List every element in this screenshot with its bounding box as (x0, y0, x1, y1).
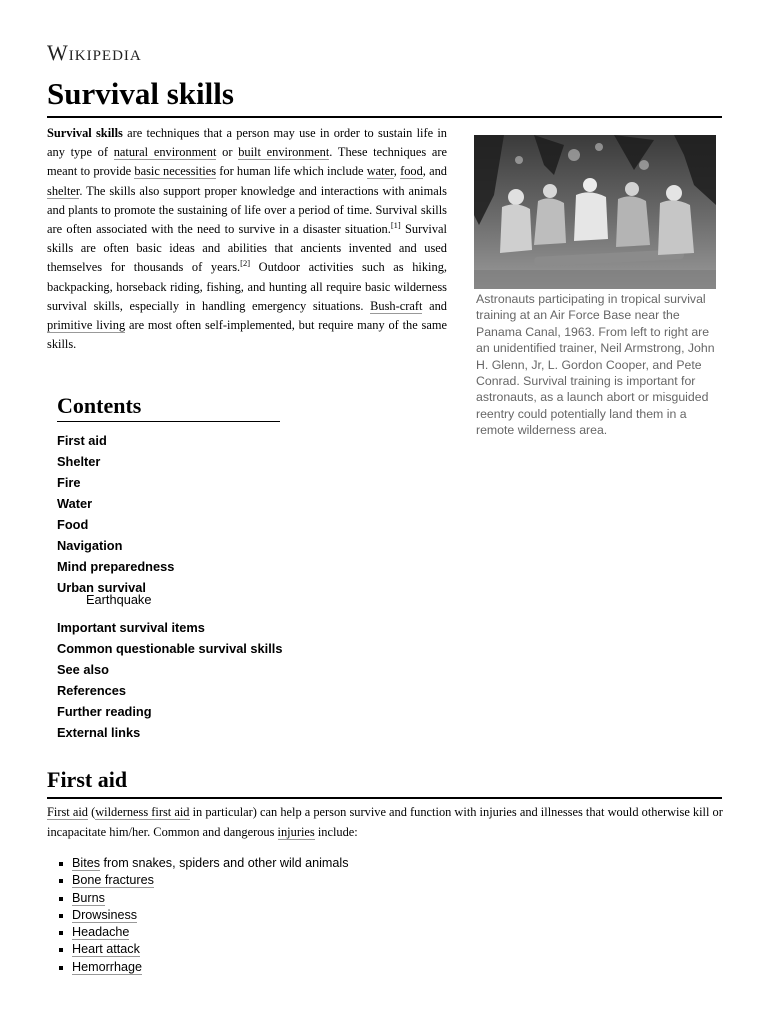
intro-text: Survival skills are often basic ideas and abilities that ancients invented and used themselves for thousands of years. (47, 222, 447, 275)
caption-text: Astronauts participating in tropical survival training at an (476, 292, 706, 323)
first-aid-paragraph (47, 803, 727, 842)
link-drowsiness[interactable]: Drowsiness (72, 907, 138, 922)
toc-subitem-earthquake[interactable]: Earthquake (86, 592, 152, 607)
intro-text: , and (422, 164, 447, 179)
ref-2[interactable]: [2] (240, 258, 251, 269)
link-natural-environment[interactable]: natural environment (113, 145, 217, 160)
toc-item-shelter[interactable]: Shelter (57, 454, 101, 469)
link-shelter[interactable]: shelter (47, 183, 80, 198)
link-injuries[interactable]: injuries (277, 824, 315, 839)
toc-item-important-survival-items[interactable]: Important survival items (57, 620, 205, 635)
intro-text: are most often self-implemented, but require many of the same skills. (47, 318, 447, 352)
link-built-environment[interactable]: built environment (238, 145, 330, 160)
toc-item-references[interactable]: References (57, 683, 127, 698)
intro-text: for human life which include (216, 164, 367, 179)
link-food[interactable]: food (400, 164, 423, 179)
toc-item-further-reading[interactable]: Further reading (57, 704, 152, 719)
link-bites[interactable]: Bites (72, 856, 100, 870)
toc-item-first-aid[interactable]: First aid (57, 433, 107, 448)
link-john-glenn[interactable]: John H. Glenn, Jr (476, 341, 715, 372)
link-burns[interactable]: Burns (72, 890, 105, 905)
intro-paragraph (47, 124, 447, 354)
toc-item-water[interactable]: Water (57, 496, 93, 511)
toc-item-mind-preparedness[interactable]: Mind preparedness (57, 559, 175, 574)
list-item (72, 890, 349, 907)
link-bone-fractures[interactable]: Bone fractures (72, 873, 154, 888)
link-headache[interactable]: Headache (72, 925, 130, 940)
caption-text: , 1963. From left to right are an unidentified trainer, (476, 324, 710, 356)
link-hemorrhage[interactable]: Hemorrhage (72, 959, 142, 974)
link-primitive-living[interactable]: primitive living (47, 318, 126, 333)
link-panama-canal[interactable]: Panama Canal (476, 324, 558, 339)
caption-text: , and (645, 357, 677, 372)
figure-caption (476, 291, 717, 439)
figure (474, 135, 717, 439)
toc-item-external-links[interactable]: External links (57, 725, 141, 740)
first-aid-text: include: (314, 824, 358, 839)
caption-text: , (681, 341, 688, 356)
list-item (72, 872, 349, 889)
link-heart-attack[interactable]: Heart attack (72, 942, 140, 957)
intro-text: or (216, 145, 239, 160)
list-item (72, 855, 349, 872)
section-heading-first-aid: First aid (47, 766, 722, 799)
intro-text: Outdoor activities such as hiking, backpacking, horseback riding, fishing, and hunting all require basic wilderness survival skills, especially in handling emergency situations. (47, 260, 447, 313)
table-of-contents (57, 393, 317, 743)
intro-text: , (393, 164, 401, 179)
toc-item-common-questionable-skills[interactable]: Common questionable survival skills (57, 641, 283, 656)
lead-term: Survival skills (47, 126, 123, 140)
wikipedia-wordmark[interactable]: Wikipedia (47, 40, 142, 65)
link-gordon-cooper[interactable]: L. Gordon Cooper (547, 357, 646, 372)
ref-1[interactable]: [1] (390, 219, 401, 230)
intro-text: and (422, 298, 447, 313)
caption-text: . Survival training is important for astronauts, as a launch abort or misguided reentry could potentially land them in a remote wilderness area. (476, 374, 709, 438)
injury-list (72, 855, 349, 976)
link-wilderness-first-aid[interactable]: wilderness first aid (95, 805, 190, 819)
toc-item-food[interactable]: Food (57, 517, 89, 532)
link-pete-conrad[interactable]: Pete Conrad (476, 357, 702, 389)
link-air-force-base[interactable]: Air Force Base (549, 308, 632, 323)
link-neil-armstrong[interactable]: Neil Armstrong (600, 341, 682, 356)
intro-text: . The skills also support proper knowledge and interactions with animals and plants to promote the sustaining of life over a period of time. Survival skills are often associated with the need to survive in a disaster situation. (47, 183, 447, 237)
toc-title: Contents (57, 393, 280, 422)
first-aid-text: in particular) can help a person survive and function with injuries and illnesses that would otherwise kill or incapacitate him/her. Common and dangerous (47, 805, 723, 839)
toc-item-see-also[interactable]: See also (57, 662, 109, 677)
toc-item-navigation[interactable]: Navigation (57, 538, 123, 553)
caption-text: , (540, 357, 548, 372)
first-aid-text: ( (87, 805, 96, 819)
list-item (72, 959, 349, 976)
toc-item-urban-survival[interactable]: Urban survival (57, 580, 146, 595)
toc-item-fire[interactable]: Fire (57, 475, 81, 490)
link-bushcraft[interactable]: Bush-craft (370, 298, 423, 313)
link-water[interactable]: water (366, 164, 394, 179)
link-first-aid[interactable]: First aid (47, 805, 88, 819)
intro-text: are techniques that a person may use in order to sustain life in any type of (47, 126, 447, 160)
list-item (72, 907, 349, 924)
intro-text: . These techniques are meant to provide (47, 145, 447, 179)
caption-text: near the (631, 308, 680, 323)
astronauts-photo[interactable] (474, 135, 716, 289)
link-basic-necessities[interactable]: basic necessities (134, 164, 217, 179)
list-item (72, 941, 349, 958)
list-item (72, 924, 349, 941)
page-title: Survival skills (47, 76, 722, 118)
list-item-text: from snakes, spiders and other wild animals (100, 856, 349, 870)
